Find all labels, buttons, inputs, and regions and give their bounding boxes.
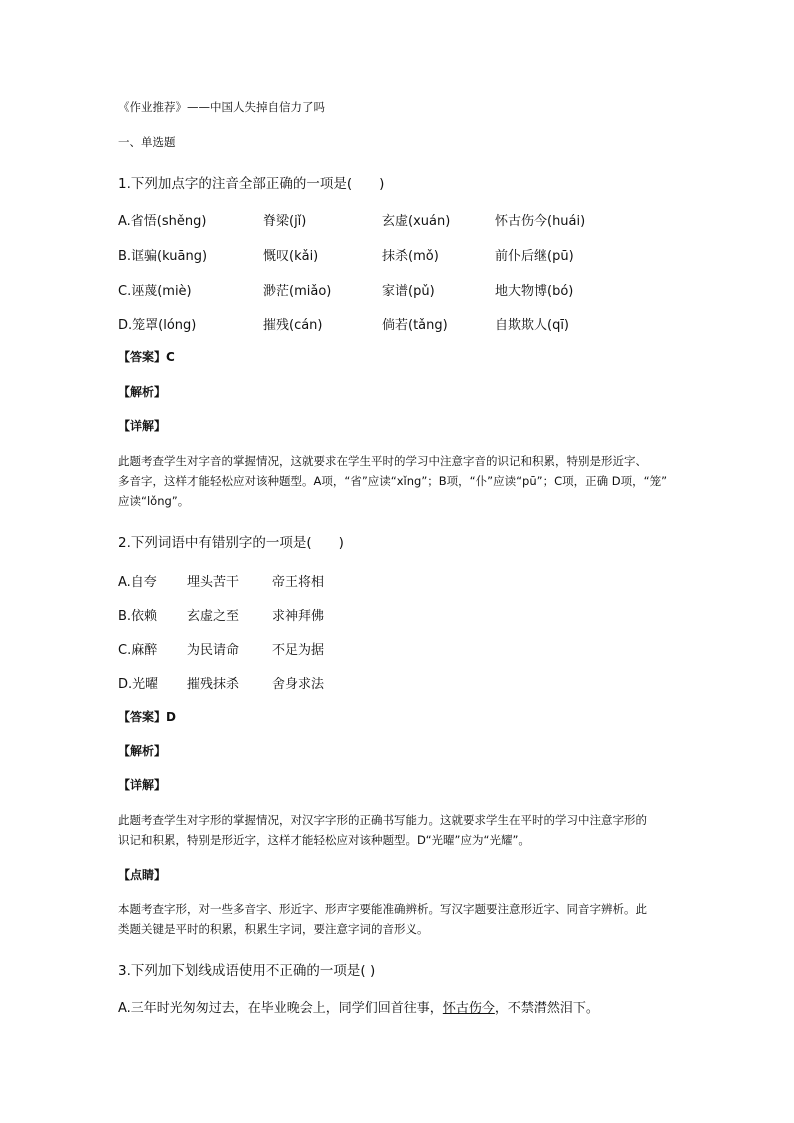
q2-option-c-item-3: 不足为据 [272,643,325,658]
q2-comment-heading: 【点睛】 [118,868,167,882]
q1-option-c-item-3: 家谱(pǔ) [382,284,435,299]
q1-option-d-item-3: 倘若(tǎng) [382,318,448,333]
document-title: 《作业推荐》——中国人失掉自信力了吗 [118,100,325,114]
q2-analysis-heading: 【解析】 [118,744,167,758]
q2-detail-heading: 【详解】 [118,778,167,792]
q3-option-a [118,997,599,1016]
q1-option-b-item-4: 前仆后继(pū) [495,249,574,264]
q1-explanation-line-3: 应读“lǒng”。 [118,494,190,508]
q1-option-a-item-1: A.省悟(shěng) [118,214,207,229]
q3-option-a-underlined-idiom: 怀古伤今 [442,1001,495,1016]
q2-option-c-item-2: 为民请命 [187,643,240,658]
q2-option-c-item-1: C.麻醉 [118,643,158,658]
q1-option-a-item-4: 怀古伤今(huái) [495,214,586,229]
q1-explanation-line-2: 多音字，这样才能轻松应对该种题型。A项，“省”应读“xǐng”；B项，“仆”应读“pū”；C项，正确 D项，“笼” [118,474,668,488]
q2-option-d-item-3: 舍身求法 [272,677,325,692]
q2-comment-line-1: 本题考查字形，对一些多音字、形近字、形声字要能准确辨析。写汉字题要注意形近字、同音字辨析。此 [118,902,647,916]
q1-analysis-heading: 【解析】 [118,385,167,399]
q2-option-a-item-3: 帝王将相 [272,575,325,590]
q2-answer: 【答案】D [118,710,176,724]
section-heading: 一、单选题 [118,135,176,149]
q2-explanation-line-2: 识记和积累，特别是形近字，这样才能轻松应对该种题型。D“光曜”应为“光耀”。 [118,833,530,847]
q1-option-d-item-1: D.笼罩(lóng) [118,318,197,333]
q1-explanation [118,451,678,511]
q2-option-b-item-2: 玄虚之至 [187,609,240,624]
question-3-stem: 3.下列加下划线成语使用不正确的一项是( ) [118,963,376,979]
q2-option-b-item-1: B.依赖 [118,609,158,624]
question-1-stem: 1.下列加点字的注音全部正确的一项是( ) [118,176,385,192]
q2-option-a-item-1: A.自夸 [118,575,157,590]
q1-option-c-item-4: 地大物博(bó) [495,284,574,299]
question-2-stem: 2.下列词语中有错别字的一项是( ) [118,535,344,551]
q2-comment [118,899,678,939]
q2-option-d-item-2: 摧残抹杀 [187,677,240,692]
q1-answer: 【答案】C [118,350,175,364]
q2-option-b-item-3: 求神拜佛 [272,609,325,624]
q1-option-b-item-1: B.诓骗(kuāng) [118,249,208,264]
q1-option-d-item-4: 自欺欺人(qī) [495,318,570,333]
q3-option-a-suffix: ，不禁潸然泪下。 [494,1001,599,1016]
q1-option-b-item-3: 抹杀(mǒ) [382,249,439,264]
q2-comment-line-2: 类题关键是平时的积累，积累生字词，要注意字词的音形义。 [118,922,429,936]
q1-detail-heading: 【详解】 [118,419,167,433]
q1-option-c-item-1: C.诬蔑(miè) [118,284,192,299]
q1-option-c-item-2: 渺茫(miǎo) [263,284,332,299]
q1-option-a-item-2: 脊梁(jǐ) [263,214,307,229]
q1-option-b-item-2: 慨叹(kǎi) [263,249,319,264]
q2-explanation [118,810,678,850]
q2-option-d-item-1: D.光曜 [118,677,159,692]
q3-option-a-prefix: A.三年时光匆匆过去，在毕业晚会上，同学们回首往事， [118,1001,443,1016]
q1-option-a-item-3: 玄虚(xuán) [382,214,451,229]
q2-option-a-item-2: 埋头苦干 [187,575,240,590]
q2-explanation-line-1: 此题考查学生对字形的掌握情况，对汉字字形的正确书写能力。这就要求学生在平时的学习中注意字形的 [118,813,647,827]
q1-option-d-item-2: 摧残(cán) [263,318,323,333]
q1-explanation-line-1: 此题考查学生对字音的掌握情况，这就要求在学生平时的学习中注意字音的识记和积累，特别是形近字、 [118,454,647,468]
